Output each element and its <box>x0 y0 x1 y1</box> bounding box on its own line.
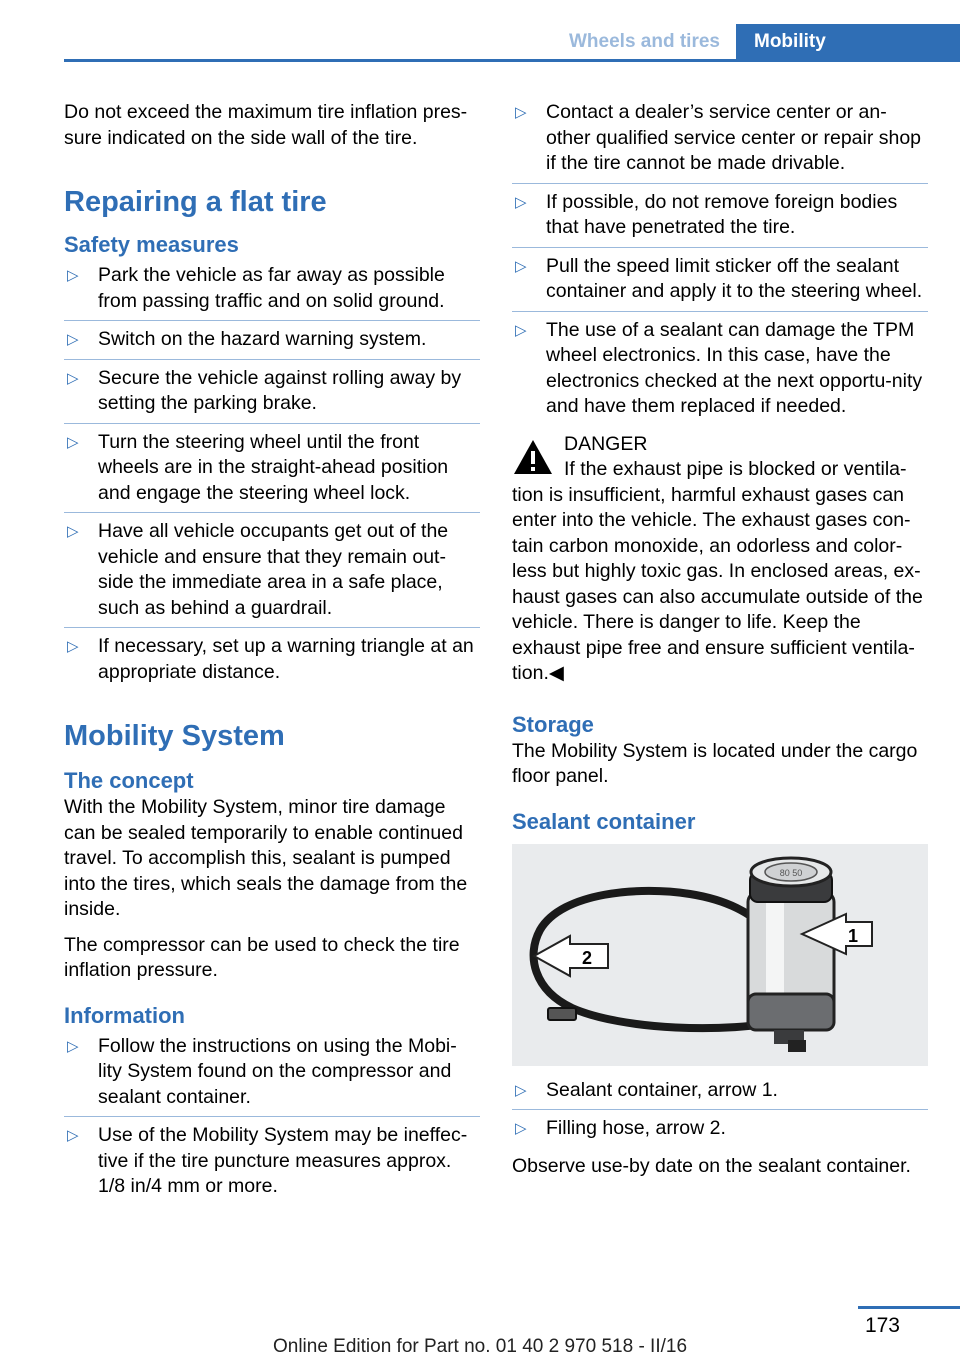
svg-text:2: 2 <box>582 947 593 968</box>
figure-legend-list <box>512 1078 928 1148</box>
header-chapter-tab: Mobility <box>736 24 960 59</box>
warning-triangle-icon <box>512 438 554 476</box>
sealant-title: Sealant container <box>512 808 696 834</box>
list-item: ▷ The use of a sealant can damage the TPM wheel electronics. In this case, have the electronics checked at the next opportu-nity and have them replaced if needed. <box>515 318 923 417</box>
list-item: ▷ Park the vehicle as far away as possible from passing traffic and on solid ground. <box>64 263 480 321</box>
footer-rule <box>858 1306 960 1309</box>
danger-warning <box>512 432 928 687</box>
concept-title: The concept <box>64 768 194 793</box>
bullet-triangle-icon: ▷ <box>67 1037 79 1055</box>
left-column <box>64 100 480 1212</box>
bullet-triangle-icon: ▷ <box>67 331 79 348</box>
sealant-container-figure <box>512 844 928 1066</box>
header-rule <box>64 59 960 62</box>
danger-text: tion is insufficient, harmful exhaust gases can enter into the vehicle. The exhaust gases con-tain carbon monoxide, an odorless and color-less but highly toxic gas. In enclosed areas, ex-haust gases can also accumulate outside of the vehicle. There is danger to life. Keep the exhaust pipe free and ensure sufficient ventila-tion.◀ <box>512 483 923 684</box>
list-item: ▷ If possible, do not remove foreign bodies that have penetrated the tire. <box>512 190 928 248</box>
list-item: ▷ Switch on the hazard warning system. <box>64 327 480 360</box>
bullet-triangle-icon: ▷ <box>515 104 527 121</box>
storage-title: Storage <box>512 711 594 737</box>
bullet-triangle-icon: ▷ <box>515 193 527 211</box>
bullet-triangle-icon: ▷ <box>515 321 527 339</box>
arrow-2-label <box>582 948 592 968</box>
bullet-triangle-icon: ▷ <box>67 267 79 284</box>
bullet-triangle-icon: ▷ <box>67 523 79 540</box>
storage-paragraph: The Mobility System is located under the cargo floor panel. <box>512 739 918 787</box>
bullet-triangle-icon: ▷ <box>515 257 527 275</box>
list-item: ▷ Turn the steering wheel until the front wheels are in the straight-ahead position and engage the steering wheel lock. <box>64 430 480 514</box>
mobility-title: Mobility System <box>64 720 285 752</box>
cap-label <box>780 868 803 878</box>
bullet-triangle-icon: ▷ <box>67 369 79 387</box>
edition-footer: Online Edition for Part no. 01 40 2 970 518 - II/16 <box>272 1336 688 1357</box>
information-list <box>64 1034 480 1206</box>
bullet-triangle-icon: ▷ <box>67 638 79 655</box>
svg-text:1: 1 <box>848 925 859 946</box>
list-item: ▷ Have all vehicle occupants get out of the vehicle and ensure that they remain out-side the immediate area in a safe place, such as behind a guardrail. <box>64 519 480 628</box>
bullet-triangle-icon: ▷ <box>515 1120 527 1137</box>
repair-title: Repairing a flat tire <box>64 186 327 218</box>
concept-paragraph: With the Mobility System, minor tire damage can be sealed temporarily to enable continued travel. To accomplish this, sealant is pumped into the tires, which seals the damage from the inside. <box>64 796 468 920</box>
svg-text:80 50: 80 50 <box>779 867 803 878</box>
sealant-container-illustration <box>512 844 928 1066</box>
list-item: ▷ Pull the speed limit sticker off the sealant container and apply it to the steering wheel. <box>512 254 928 312</box>
bullet-triangle-icon: ▷ <box>515 1081 527 1099</box>
danger-text-first: If the exhaust pipe is blocked or ventila- <box>564 458 907 480</box>
bullet-triangle-icon: ▷ <box>67 1127 79 1144</box>
page-header <box>0 24 960 62</box>
compressor-paragraph: The compressor can be used to check the tire inflation pressure. <box>64 933 460 981</box>
repair-notes-list <box>512 100 928 426</box>
safety-list <box>64 263 480 691</box>
arrow-1-label <box>848 926 858 946</box>
intro-paragraph: Do not exceed the maximum tire inflation pres-sure indicated on the side wall of the tire. <box>64 101 468 149</box>
list-item: ▷ Secure the vehicle against rolling away by setting the parking brake. <box>64 366 480 424</box>
page-number: 173 <box>864 1314 900 1337</box>
list-item: ▷ If necessary, set up a warning triangle at an appropriate distance. <box>67 635 474 683</box>
list-item: ▷ Follow the instructions on using the Mobi-lity System found on the compressor and sealant container. <box>64 1034 480 1118</box>
list-item: ▷ Filling hose, arrow 2. <box>512 1116 928 1148</box>
header-section-tab: Wheels and tires <box>569 31 720 52</box>
list-item: ▷ Contact a dealer’s service center or an-other qualified service center or repair shop if the tire cannot be made drivable. <box>512 100 928 184</box>
list-item: ▷ Sealant container, arrow 1. <box>512 1078 928 1111</box>
list-item: ▷ Use of the Mobility System may be ineffec-tive if the tire puncture measures approx. 1/8 in/4 mm or more. <box>67 1124 468 1197</box>
safety-title: Safety measures <box>64 232 239 257</box>
right-column <box>512 100 928 1189</box>
danger-label: DANGER <box>564 432 648 455</box>
bullet-triangle-icon: ▷ <box>67 433 79 451</box>
observe-paragraph: Observe use-by date on the sealant container. <box>512 1154 911 1177</box>
information-title: Information <box>64 1002 185 1028</box>
